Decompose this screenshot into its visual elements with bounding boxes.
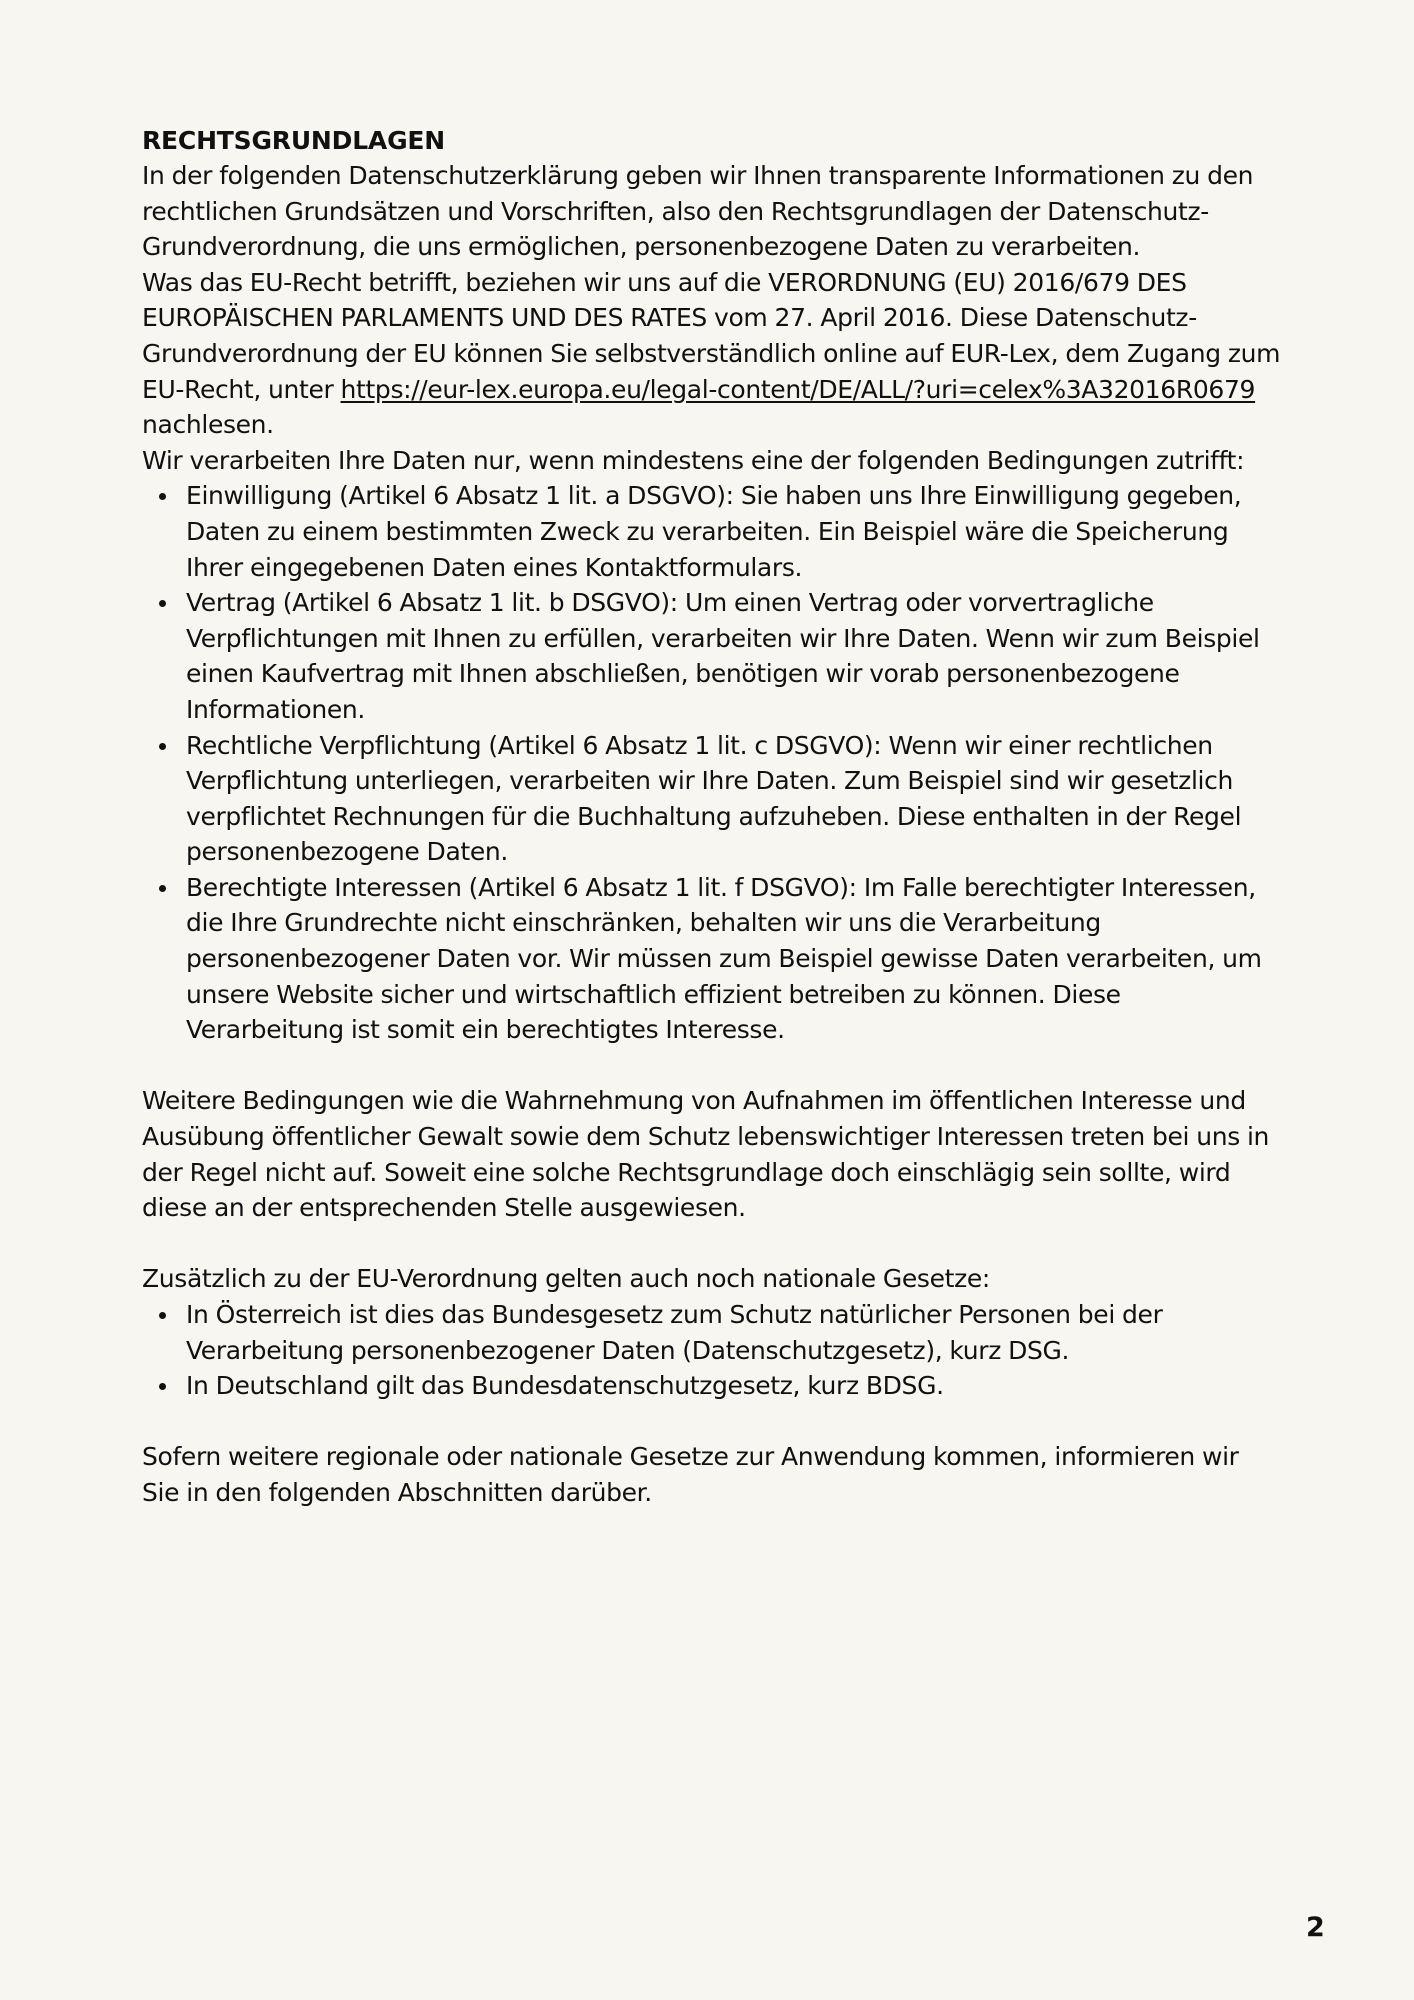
- page-number: 2: [1306, 1912, 1325, 1943]
- closing-paragraph: Sofern weitere regionale oder nationale Gesetze zur Anwendung kommen, informieren wir Sie in den folgenden Abschnitten darüber.: [142, 1442, 1239, 1507]
- list-item-austria: In Österreich ist dies das Bundesgesetz zum Schutz natürlicher Personen bei der Verarbeitung personenbezogener Daten (Datenschutzgesetz), kurz DSG.: [186, 1297, 1282, 1368]
- section-heading: RECHTSGRUNDLAGEN: [142, 126, 446, 155]
- list-item-legal-obligation: Rechtliche Verpflichtung (Artikel 6 Absatz 1 lit. c DSGVO): Wenn wir einer rechtlichen Verpflichtung unterliegen, verarbeiten wir Ihre Daten. Zum Beispiel sind wir gesetzlich verpflichtet Rechnungen für die Buchhaltung aufzuheben. Diese enthalten in der Regel personenbezogene Daten.: [186, 728, 1282, 870]
- further-conditions-paragraph: Weitere Bedingungen wie die Wahrnehmung von Aufnahmen im öffentlichen Interesse und Ausübung öffentlicher Gewalt sowie dem Schutz lebenswichtiger Interessen treten bei uns in der Regel nicht auf. Soweit eine solche Rechtsgrundlage doch einschlägig sein sollte, wird diese an der entsprechenden Stelle ausgewiesen.: [142, 1086, 1270, 1223]
- national-laws-list: [142, 1297, 1282, 1404]
- national-laws-intro: Zusätzlich zu der EU-Verordnung gelten auch noch nationale Gesetze:: [142, 1264, 990, 1294]
- eur-lex-link[interactable]: https://eur-lex.europa.eu/legal-content/DE/ALL/?uri=celex%3A32016R0679: [340, 374, 1256, 404]
- document-page: [142, 124, 1282, 1511]
- list-item-germany: In Deutschland gilt das Bundesdatenschutzgesetz, kurz BDSG.: [186, 1368, 1282, 1404]
- conditions-list: [142, 478, 1282, 1048]
- eu-law-paragraph: [142, 265, 1282, 443]
- spacer: [142, 1048, 1282, 1084]
- spacer: [142, 1226, 1282, 1262]
- list-item-legitimate-interests: Berechtigte Interessen (Artikel 6 Absatz 1 lit. f DSGVO): Im Falle berechtigter Interessen, die Ihre Grundrechte nicht einschränken, behalten wir uns die Verarbeitung personenbezogener Daten vor. Wir müssen zum Beispiel gewisse Daten verarbeiten, um unsere Website sicher und wirtschaftlich effizient betreiben zu können. Diese Verarbeitung ist somit ein berechtigtes Interesse.: [186, 870, 1282, 1048]
- spacer: [142, 1404, 1282, 1440]
- intro-paragraph: In der folgenden Datenschutzerklärung geben wir Ihnen transparente Informationen zu den rechtlichen Grundsätzen und Vorschriften, also den Rechtsgrundlagen der Datenschutz-Grundverordnung, die uns ermöglichen, personenbezogene Daten zu verarbeiten.: [142, 161, 1254, 262]
- list-item-contract: Vertrag (Artikel 6 Absatz 1 lit. b DSGVO): Um einen Vertrag oder vorvertragliche Verpflichtungen mit Ihnen zu erfüllen, verarbeiten wir Ihre Daten. Wenn wir zum Beispiel einen Kaufvertrag mit Ihnen abschließen, benötigen wir vorab personenbezogene Informationen.: [186, 585, 1282, 727]
- eu-law-text: Was das EU-Recht betrifft, beziehen wir uns auf die VERORDNUNG (EU) 2016/679 DES EUROPÄISCHEN PARLAMENTS UND DES RATES vom 27. April 2016. Diese Datenschutz-Grundverordnung der EU können Sie selbstverständlich online auf EUR-Lex, dem Zugang zum EU-Recht, unter: [142, 267, 1281, 404]
- eu-law-text-after: nachlesen.: [142, 410, 274, 440]
- list-item-consent: Einwilligung (Artikel 6 Absatz 1 lit. a DSGVO): Sie haben uns Ihre Einwilligung gegeben, Daten zu einem bestimmten Zweck zu verarbeiten. Ein Beispiel wäre die Speicherung Ihrer eingegebenen Daten eines Kontaktformulars.: [186, 478, 1282, 585]
- conditions-intro: Wir verarbeiten Ihre Daten nur, wenn mindestens eine der folgenden Bedingungen zutrifft:: [142, 445, 1245, 475]
